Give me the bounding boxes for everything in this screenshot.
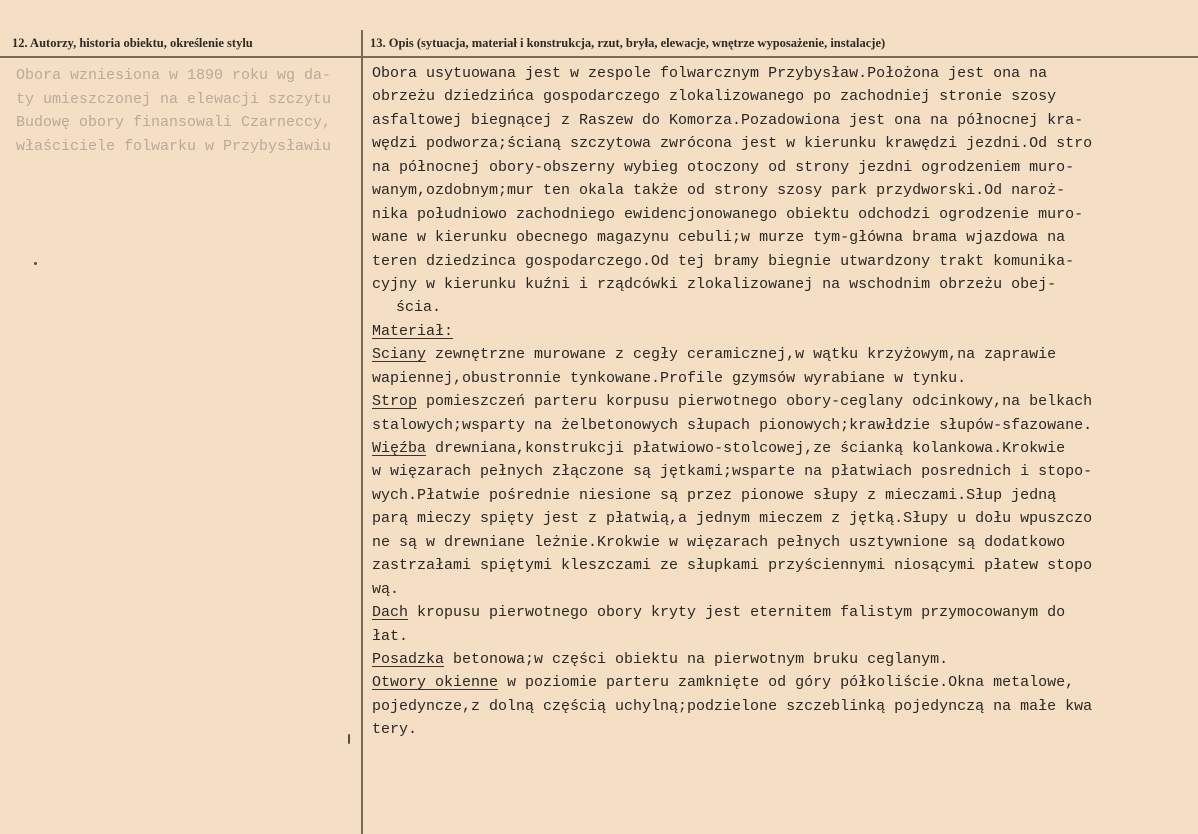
section-13-header: 13. Opis (sytuacja, materiał i konstrukcja, rzut, bryła, elewacje, wnętrze wyposażenie, instalacje)	[370, 36, 886, 50]
dach-text: kropusu pierwotnego obory kryty jest eternitem falistym przymocowanym do	[408, 604, 1066, 622]
otwory-text: w poziomie parteru zamknięte od góry półkoliście.Okna metalowe,	[498, 674, 1075, 692]
description-line: ne są w drewniane leżnie.Krokwie w więzarach pełnych usztywnione są dodatkowo	[372, 533, 1066, 551]
ink-speck	[34, 262, 37, 265]
section-12-header: 12. Autorzy, historia obiektu, określenie stylu	[12, 36, 253, 50]
description-line: wane w kierunku obecnego magazynu cebuli;w murze tym-główna brama wjazdowa na	[372, 229, 1066, 247]
header-divider	[0, 56, 1198, 58]
strop-line	[372, 390, 1172, 413]
description-line: wędzi podworza;ścianą szczytowa zwrócona jest w kierunku krawędzi jezdni.Od stro	[372, 135, 1093, 153]
material-label: Materiał:	[372, 322, 454, 340]
history-line: właściciele folwarku w Przybysławiu	[16, 137, 332, 155]
description-line: zastrzałami spiętymi kleszczami ze słupkami przyściennymi niosącymi płatew stopo	[372, 557, 1093, 575]
history-line: ty umieszczonej na elewacji szczytu	[16, 90, 332, 108]
sciany-text: zewnętrzne murowane z cegły ceramicznej,w wątku krzyżowym,na zaprawie	[426, 346, 1057, 364]
otwory-label: Otwory okienne	[372, 674, 499, 692]
dach-line	[372, 601, 1172, 624]
description-line: Obora usytuowana jest w zespole folwarcznym Przybysław.Położona jest ona na	[372, 65, 1048, 82]
wiezba-line	[372, 437, 1172, 460]
ink-speck	[348, 734, 350, 744]
column-divider	[361, 30, 363, 834]
material-heading	[372, 320, 1172, 343]
sciany-line	[372, 343, 1172, 366]
wiezba-text: drewniana,konstrukcji płatwiowo-stolcowej,ze ścianką kolankowa.Krokwie	[426, 440, 1066, 457]
description-line: teren dziedzinca gospodarczego.Od tej bramy biegnie utwardzony trakt komunika-	[372, 252, 1075, 270]
history-line: Obora wzniesiona w 1890 roku wg da-	[16, 67, 332, 84]
description-line: wą.	[372, 580, 400, 598]
wiezba-label: Więźba	[372, 440, 427, 457]
history-text	[16, 64, 356, 158]
description-line: pojedyncze,z dolną częścią uchylną;podzielone szczeblinką pojedynczą na małe kwa	[372, 697, 1093, 715]
description-line: parą mieczy spięty jest z płatwią,a jednym mieczem z jętką.Słupy u dołu wpuszczo	[372, 510, 1093, 528]
description-line: nika południowo zachodniego ewidencjonowanego obiektu odchodzi ogrodzenie muro-	[372, 205, 1084, 223]
description-line: cyjny w kierunku kuźni i rządcówki zlokalizowanej na wschodnim obrzeżu obej-	[372, 275, 1057, 293]
dach-label: Dach	[372, 604, 409, 622]
description-line: wapiennej,obustronnie tynkowane.Profile gzymsów wyrabiane w tynku.	[372, 369, 967, 387]
strop-label: Strop	[372, 393, 418, 411]
description-line: w więzarach pełnych złączone są jętkami;wsparte na płatwiach posrednich i stopo-	[372, 463, 1093, 481]
description-line: wych.Płatwie pośrednie niesione są przez pionowe słupy z mieczami.Słup jedną	[372, 486, 1057, 504]
description-line: na północnej obory-obszerny wybieg otoczony od strony jezdni ogrodzeniem muro-	[372, 158, 1075, 176]
description-line: obrzeżu dziedzińca gospodarczego zlokalizowanego po zachodniej stronie szosy	[372, 88, 1057, 106]
sciany-label: Sciany	[372, 346, 427, 364]
description-line: łat.	[372, 627, 409, 645]
description-line: stalowych;wsparty na żelbetonowych słupach pionowych;krawłdzie słupów-sfazowane.	[372, 416, 1093, 434]
posadzka-text: betonowa;w części obiektu na pierwotnym bruku ceglanym.	[444, 650, 949, 668]
description-line: asfaltowej biegnącej z Raszew do Komorza.Pozadowiona jest ona na północnej kra-	[372, 111, 1084, 129]
description-line: tery.	[372, 721, 418, 739]
posadzka-label: Posadzka	[372, 650, 445, 668]
description-text	[372, 62, 1172, 742]
description-line: ścia.	[396, 299, 442, 317]
history-line: Budowę obory finansowali Czarneccy,	[16, 114, 332, 131]
description-line: wanym,ozdobnym;mur ten okala także od strony szosy park przydworski.Od naroż-	[372, 182, 1066, 200]
posadzka-line	[372, 648, 1172, 671]
otwory-line	[372, 671, 1172, 694]
strop-text: pomieszczeń parteru korpusu pierwotnego obory-ceglany odcinkowy,na belkach	[417, 393, 1093, 411]
